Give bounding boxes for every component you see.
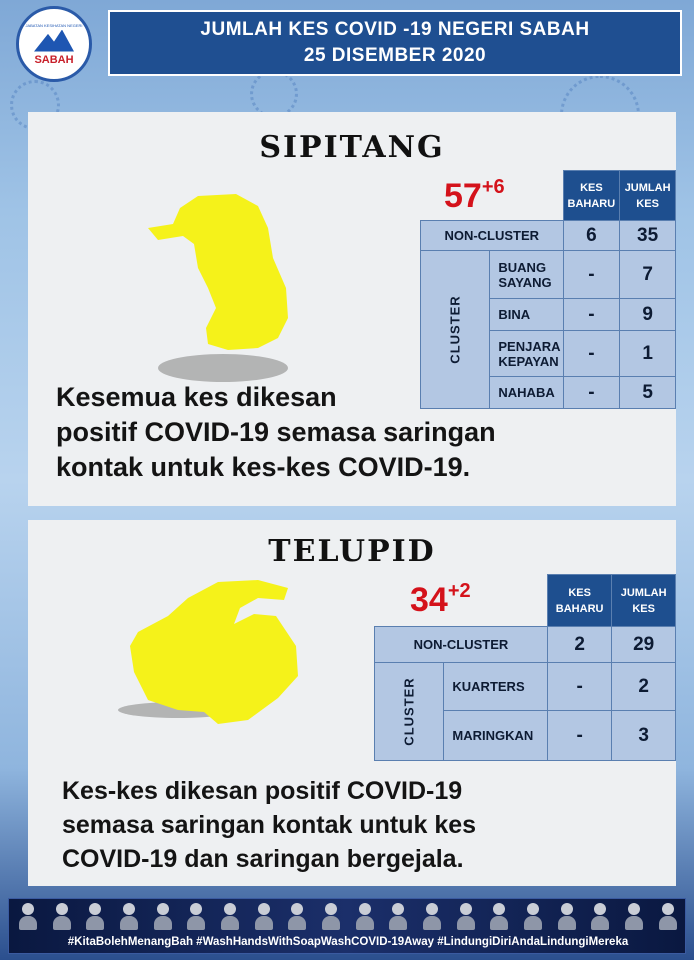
sipitang-map — [128, 188, 308, 388]
person-icon — [221, 903, 239, 931]
cases-table — [374, 574, 676, 761]
description-line: kontak untuk kes-kes COVID-19. — [56, 452, 471, 482]
logo-text: SABAH — [34, 53, 74, 66]
cluster-label: CLUSTER — [421, 251, 490, 409]
description-line: Kes-kes dikesan positif COVID-19 — [62, 777, 463, 805]
map-shape — [148, 194, 288, 350]
person-icon — [154, 903, 172, 931]
cluster-name: BINA — [490, 299, 563, 331]
virus-decoration — [250, 70, 298, 118]
district-title: TELUPID — [268, 534, 436, 569]
cluster-new: - — [563, 331, 620, 377]
sabah-health-logo — [16, 6, 92, 82]
person-icon — [591, 903, 609, 931]
case-description — [56, 380, 496, 485]
cluster-total: 2 — [612, 663, 676, 711]
cluster-label: CLUSTER — [375, 663, 444, 761]
total-cases: $57^{+6}$ — [444, 176, 505, 215]
person-icon — [86, 903, 104, 931]
frontliner-icons — [19, 903, 677, 933]
non-cluster-total: 35 — [620, 221, 676, 251]
person-icon — [120, 903, 138, 931]
person-icon — [625, 903, 643, 931]
person-icon — [558, 903, 576, 931]
column-header: KES BAHARU — [547, 575, 611, 627]
cluster-total: 9 — [620, 299, 676, 331]
cluster-name: NAHABA — [490, 377, 563, 409]
new-cases: +2 — [447, 580, 471, 602]
description-line: COVID-19 dan saringan bergejala. — [62, 845, 464, 873]
district-title: SIPITANG — [259, 130, 445, 165]
column-header: KES BAHARU — [563, 171, 620, 221]
footer-banner — [8, 898, 686, 954]
cluster-total: 5 — [620, 377, 676, 409]
column-header: JUMLAH KES — [612, 575, 676, 627]
person-icon — [524, 903, 542, 931]
person-icon — [659, 903, 677, 931]
cluster-new: - — [547, 663, 611, 711]
cluster-new: - — [563, 251, 620, 299]
person-icon — [457, 903, 475, 931]
cluster-new: - — [563, 377, 620, 409]
page-date: 25 DISEMBER 2020 — [303, 45, 487, 66]
district-panel-telupid — [28, 520, 676, 886]
total-cases: $34^{+2}$ — [410, 580, 471, 619]
new-cases: +6 — [481, 176, 505, 198]
page-header — [108, 10, 682, 76]
description-line: positif COVID-19 semasa saringan — [56, 417, 496, 447]
description-line: semasa saringan kontak untuk kes — [62, 811, 477, 839]
cluster-name: PENJARA KEPAYAN — [490, 331, 563, 377]
person-icon — [423, 903, 441, 931]
person-icon — [322, 903, 340, 931]
case-description — [62, 774, 476, 876]
hashtags: #KitaBolehMenangBah #WashHandsWithSoapWashCOVID-19Away #LindungiDiriAndaLindungiMereka — [67, 936, 629, 948]
logo-subtext: JABATAN KESIHATAN NEGERI — [25, 22, 83, 28]
non-cluster-label: NON-CLUSTER — [375, 627, 548, 663]
person-icon — [288, 903, 306, 931]
person-icon — [187, 903, 205, 931]
non-cluster-total: 29 — [612, 627, 676, 663]
person-icon — [356, 903, 374, 931]
person-icon — [389, 903, 407, 931]
mountain-icon — [34, 30, 74, 52]
column-header: JUMLAH KES — [620, 171, 676, 221]
person-icon — [53, 903, 71, 931]
person-icon — [19, 903, 37, 931]
person-icon — [255, 903, 273, 931]
person-icon — [490, 903, 508, 931]
cluster-total: 3 — [612, 711, 676, 761]
cluster-total: 1 — [620, 331, 676, 377]
cluster-name: MARINGKAN — [444, 711, 548, 761]
district-panel-sipitang — [28, 112, 676, 506]
page-title: JUMLAH KES COVID -19 NEGERI SABAH — [200, 19, 590, 40]
cluster-new: - — [563, 299, 620, 331]
telupid-map — [108, 576, 308, 736]
non-cluster-new: 6 — [563, 221, 620, 251]
cluster-name: KUARTERS — [444, 663, 548, 711]
non-cluster-new: 2 — [547, 627, 611, 663]
non-cluster-label: NON-CLUSTER — [421, 221, 564, 251]
cases-table — [420, 170, 676, 409]
cluster-total: 7 — [620, 251, 676, 299]
map-shape — [130, 580, 298, 724]
cluster-new: - — [547, 711, 611, 761]
description-line: Kesemua kes dikesan — [56, 382, 337, 412]
cluster-name: BUANG SAYANG — [490, 251, 563, 299]
